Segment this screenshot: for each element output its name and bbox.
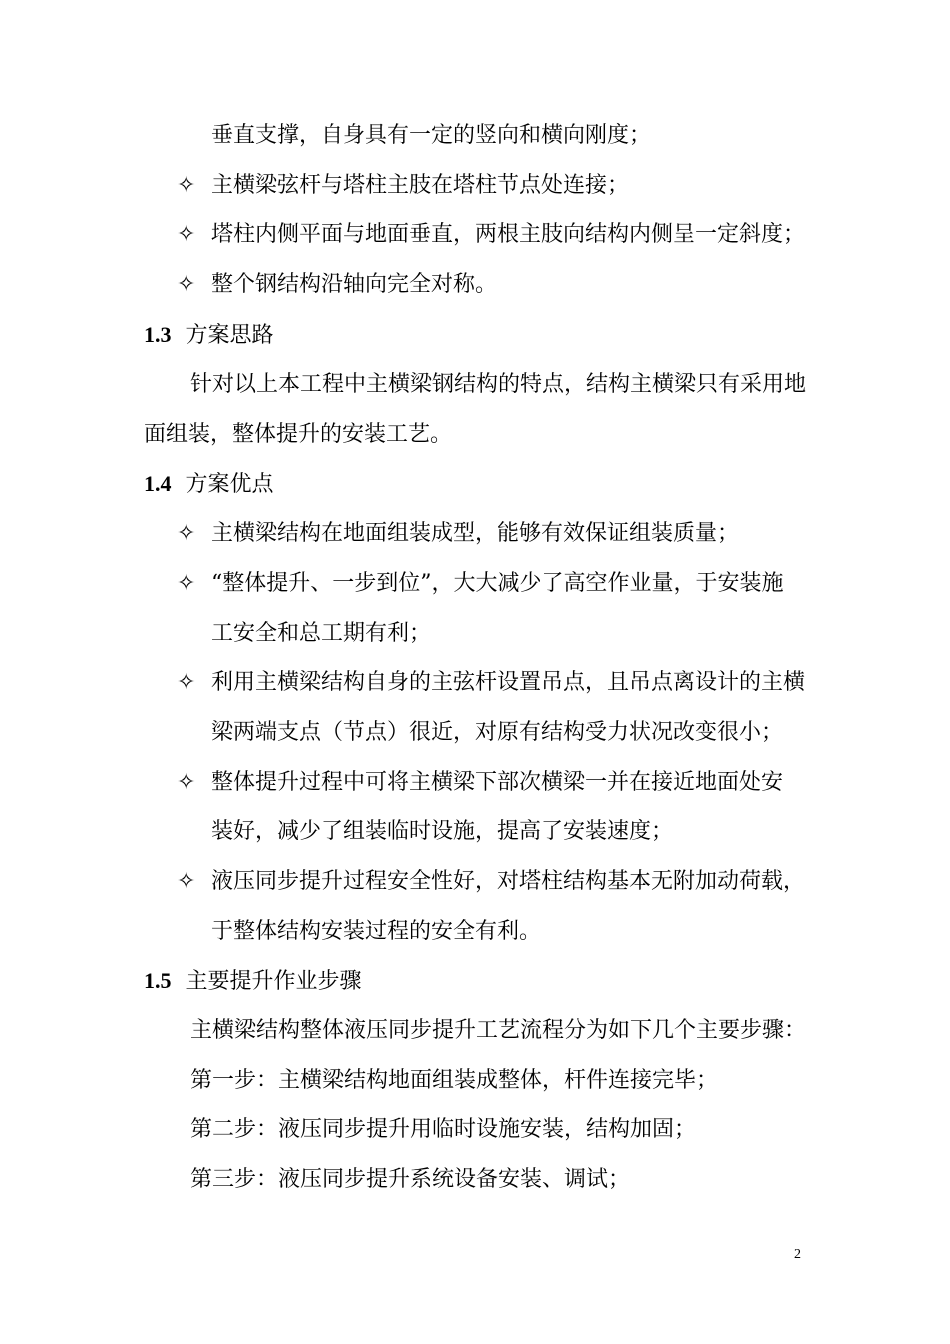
continued-bullet-text: 垂直支撑，自身具有一定的竖向和横向刚度； bbox=[211, 123, 652, 148]
bullet-continuation: 于整体结构安装过程的安全有利。 bbox=[211, 919, 542, 944]
bullet-text: 主横梁弦杆与塔柱主肢在塔柱节点处连接； bbox=[211, 173, 630, 198]
section-number: 1.4 bbox=[144, 471, 172, 496]
step-line: 第二步：液压同步提升用临时设施安装，结构加固； bbox=[190, 1117, 697, 1142]
bullet-text: “整体提升、一步到位”，大大减少了高空作业量，于安装施 bbox=[211, 571, 784, 596]
bullet-text: 主横梁结构在地面组装成型，能够有效保证组装质量； bbox=[211, 521, 740, 546]
diamond-bullet-icon: ✧ bbox=[177, 222, 196, 247]
bullet-continuation: 装好，减少了组装临时设施，提高了安装速度； bbox=[211, 819, 674, 844]
bullet-text: 整体提升过程中可将主横梁下部次横梁一并在接近地面处安 bbox=[211, 770, 784, 795]
diamond-bullet-icon: ✧ bbox=[177, 869, 196, 894]
paragraph-line: 针对以上本工程中主横梁钢结构的特点，结构主横梁只有采用地 bbox=[190, 372, 807, 397]
section-heading-1-3 bbox=[144, 320, 274, 351]
bullet-continuation: 梁两端支点（节点）很近，对原有结构受力状况改变很小； bbox=[211, 720, 784, 745]
diamond-bullet-icon: ✧ bbox=[177, 521, 196, 546]
paragraph-line: 主横梁结构整体液压同步提升工艺流程分为如下几个主要步骤： bbox=[190, 1018, 807, 1043]
diamond-bullet-icon: ✧ bbox=[177, 571, 196, 596]
bullet-text: 塔柱内侧平面与地面垂直，两根主肢向结构内侧呈一定斜度； bbox=[211, 222, 806, 247]
bullet-text: 液压同步提升过程安全性好，对塔柱结构基本无附加动荷载， bbox=[211, 869, 806, 894]
section-number: 1.5 bbox=[144, 968, 172, 993]
diamond-bullet-icon: ✧ bbox=[177, 770, 196, 795]
paragraph-line: 面组装，整体提升的安装工艺。 bbox=[144, 422, 453, 447]
section-title: 主要提升作业步骤 bbox=[185, 969, 362, 994]
section-heading-1-5 bbox=[144, 966, 362, 997]
step-line: 第三步：液压同步提升系统设备安装、调试； bbox=[190, 1167, 631, 1192]
section-heading-1-4 bbox=[144, 469, 274, 500]
bullet-text: 整个钢结构沿轴向完全对称。 bbox=[211, 272, 498, 297]
diamond-bullet-icon: ✧ bbox=[177, 173, 196, 198]
section-title: 方案思路 bbox=[185, 323, 274, 348]
step-line: 第一步：主横梁结构地面组装成整体，杆件连接完毕； bbox=[190, 1068, 719, 1093]
diamond-bullet-icon: ✧ bbox=[177, 670, 196, 695]
page-number: 2 bbox=[794, 1247, 801, 1262]
section-title: 方案优点 bbox=[185, 472, 274, 497]
section-number: 1.3 bbox=[144, 322, 172, 347]
bullet-text: 利用主横梁结构自身的主弦杆设置吊点，且吊点离设计的主横 bbox=[211, 670, 806, 695]
diamond-bullet-icon: ✧ bbox=[177, 272, 196, 297]
bullet-continuation: 工安全和总工期有利； bbox=[211, 621, 432, 646]
